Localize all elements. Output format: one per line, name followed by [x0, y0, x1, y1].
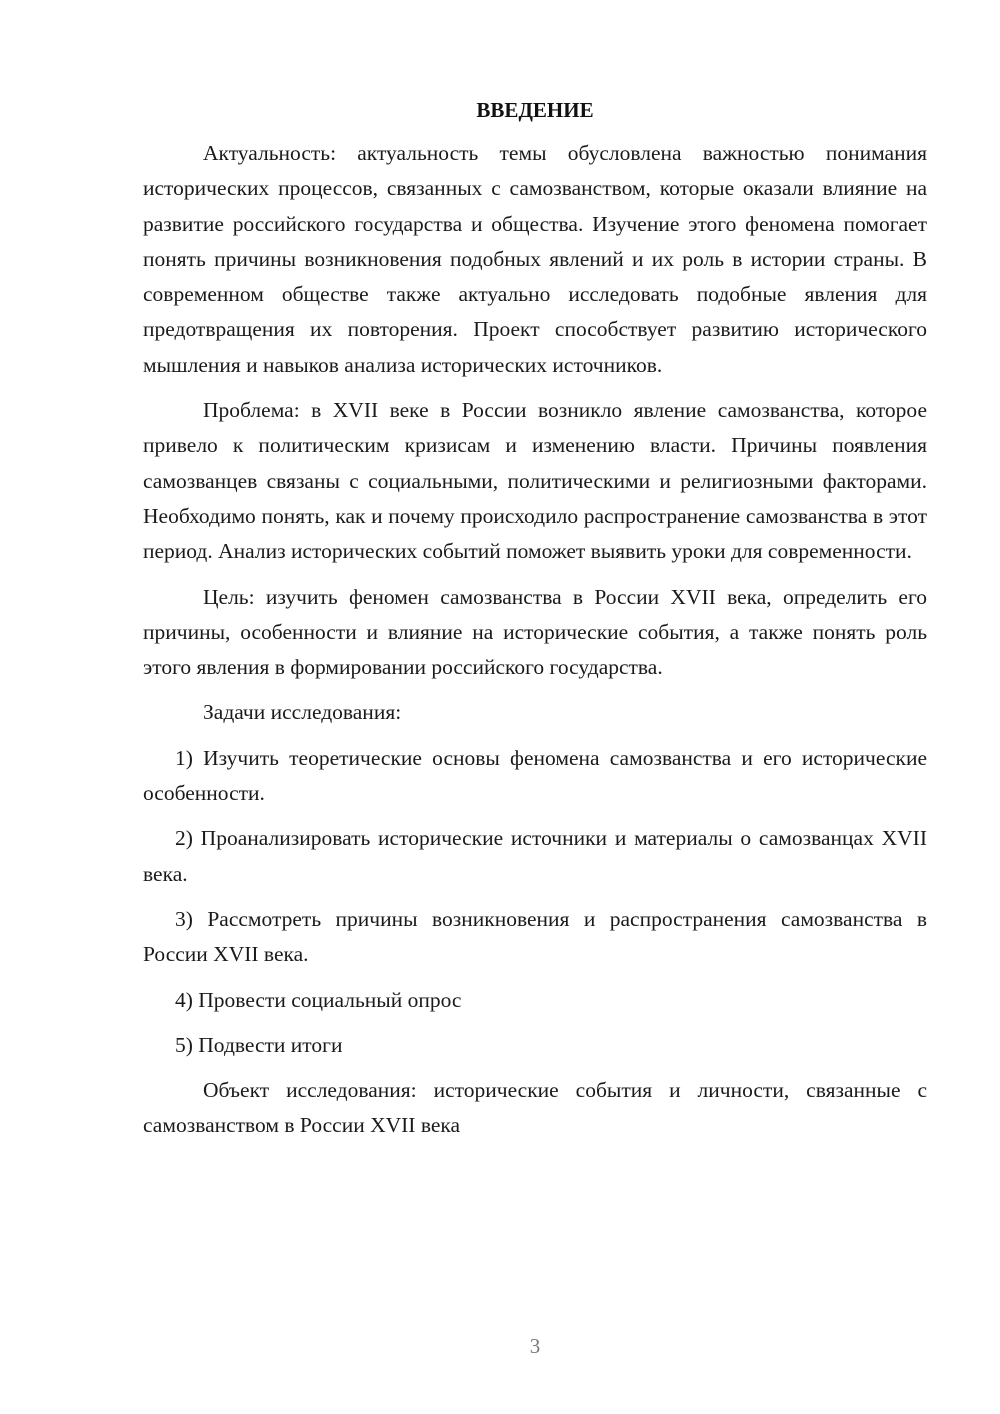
task-item-4: 4) Провести социальный опрос [175, 987, 462, 1012]
goal-paragraph: Цель: изучить феномен самозванства в России XVII века, определить его причины, особенности и влияние на исторические события, а также понять роль этого явления в формировании российского государства. [143, 584, 927, 680]
tasks-heading: Задачи исследования: [203, 700, 402, 725]
task-item-1: 1) Изучить теоретические основы феномена самозванства и его исторические особенности. [143, 745, 927, 806]
page-body [143, 96, 927, 1154]
task-item-3: 3) Рассмотреть причины возникновения и распространения самозванства в России XVII века. [143, 906, 927, 967]
relevance-paragraph: Актуальность: актуальность темы обусловлена важностью понимания исторических процессов, связанных с самозванством, которые оказали влияние на развитие российского государства и общества. Изучение этого феномена помогает понять причины возникновения подобных явлений и их роль в истории страны. В современном обществе также актуально исследовать подобные явления для предотвращения их повторения. Проект способствует развитию исторического мышления и навыков анализа исторических источников. [143, 141, 927, 377]
object-paragraph: Объект исследования: исторические события и личности, связанные с самозванством в России XVII века [143, 1078, 927, 1138]
page-number: 3 [529, 1334, 541, 1358]
page-title: ВВЕДЕНИЕ [476, 98, 594, 122]
task-item-2: 2) Проанализировать исторические источники и материалы о самозванцах XVII века. [143, 826, 927, 886]
problem-paragraph: Проблема: в XVII веке в России возникло явление самозванства, которое привело к политическим кризисам и изменению власти. Причины появления самозванцев связаны с социальными, политическими и религиозными факторами. Необходимо понять, как и почему происходило распространение самозванства в этот период. Анализ исторических событий поможет выявить уроки для современности. [143, 398, 927, 564]
task-item-5: 5) Подвести итоги [175, 1032, 343, 1057]
